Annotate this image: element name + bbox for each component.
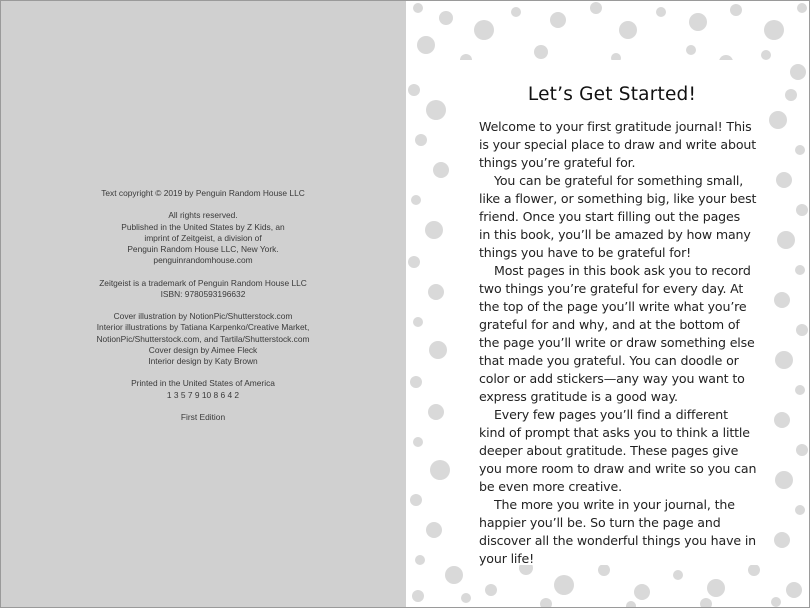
body-line: color or add stickers—any way you want to [479,371,745,386]
body-line: Welcome to your first gratitude journal! This [479,119,752,134]
body-line: discover all the wonderful things you have in [479,533,757,548]
copyright-line: Text copyright © 2019 by Penguin Random House LLC [101,188,305,198]
polka-dot [730,4,742,16]
copyright-line: Printed in the United States of America [131,378,275,389]
polka-dot [795,265,805,275]
polka-dot [540,598,552,608]
polka-dot [410,494,422,506]
body-line: is your special place to draw and write about [479,137,757,152]
body-line: The more you write in your journal, the [494,497,735,512]
polka-dot [776,172,792,188]
polka-dot [771,597,781,607]
copyright-line: 1 3 5 7 9 10 8 6 4 2 [166,389,240,400]
copyright-line: Interior design by Katy Brown [148,356,258,366]
copyright-line: First Edition [180,411,226,422]
body-line: be even more creative. [479,479,622,494]
polka-dot [417,36,435,54]
copyright-line: ISBN: 9780593196632 [160,288,246,299]
page-heading: Let’s Get Started! [527,84,697,105]
polka-dot [408,84,420,96]
body-line: you more room to draw and write so you can [479,461,757,476]
copyright-block [0,311,406,367]
body-line: Most pages in this book ask you to record [494,263,751,278]
polka-dot [415,555,425,565]
body-line: grateful for and why, and at the bottom of [479,317,740,332]
body-line: You can be grateful for something small, [494,173,744,188]
copyright-block [0,188,406,199]
body-line: Every few pages you’ll find a different [494,407,728,422]
polka-dot [428,404,444,420]
copyright-line: Zeitgeist is a trademark of Penguin Random House LLC [99,277,307,288]
polka-dot [774,532,790,548]
body-line: the page you’ll write or draw something else [479,335,755,350]
polka-dot [777,231,795,249]
polka-dot [425,221,443,239]
polka-dot [796,324,808,336]
body-line: like a flower, or something big, like your best [479,191,757,206]
polka-dot [474,20,494,40]
body-line: two things you’re grateful for every day. At [479,281,744,296]
polka-dot [700,598,712,608]
copyright-line: imprint of Zeitgeist, a division of [144,232,262,243]
body-line: happier you’ll be. So turn the page and [479,515,721,530]
polka-dot [795,145,805,155]
polka-dot [413,317,423,327]
copyright-text [0,188,406,434]
body-line: express gratitude is a good way. [479,389,678,404]
copyright-block [0,278,406,300]
copyright-block [0,412,406,423]
polka-dot [796,204,808,216]
polka-dot [707,579,725,597]
polka-dot [433,162,449,178]
polka-dot [439,11,453,25]
polka-dot [534,45,548,59]
polka-dot [626,601,636,608]
polka-dot [411,195,421,205]
copyright-line: NotionPic/Shutterstock.com, and Tartila/Shutterstock.com [96,333,310,344]
copyright-block [0,210,406,266]
polka-dot [634,584,650,600]
polka-dot [429,341,447,359]
polka-dot [410,376,422,388]
polka-dot [797,3,807,13]
body-line: deeper about gratitude. These pages give [479,443,739,458]
polka-dot [790,64,806,80]
copyright-line: Cover illustration by NotionPic/Shutterstock.com [113,311,293,322]
copyright-block [0,378,406,400]
polka-dot [413,437,423,447]
polka-dot [795,385,805,395]
copyright-line: Cover design by Aimee Fleck [148,344,258,355]
polka-dot [590,2,602,14]
body-line: in this book, you’ll be amazed by how many [479,227,751,242]
polka-dot [408,256,420,268]
copyright-line: Penguin Random House LLC, New York. [127,244,279,254]
polka-dot [774,292,790,308]
body-line: that made you grateful. You can doodle or [479,353,739,368]
polka-dot [550,12,566,28]
polka-dot [426,522,442,538]
copyright-line: penguinrandomhouse.com [153,255,253,266]
polka-dot [619,21,637,39]
intro-body [479,118,769,568]
polka-dot [415,134,427,146]
polka-dot [413,3,423,13]
polka-dot [761,50,771,60]
copyright-line: All rights reserved. [168,210,238,221]
polka-dot [428,284,444,300]
body-line: kind of prompt that asks you to think a little [479,425,750,440]
copyright-line: Interior illustrations by Tatiana Karpenko/Creative Market, [96,322,310,333]
polka-dot [485,584,497,596]
polka-dot [786,582,802,598]
body-line: your life! [479,551,535,566]
polka-dot [795,505,805,515]
polka-dot [461,593,471,603]
polka-dot [769,111,787,129]
polka-dot [686,45,696,55]
body-line: things you’re grateful for. [479,155,636,170]
polka-dot [673,570,683,580]
polka-dot [430,460,450,480]
polka-dot [796,444,808,456]
body-line: friend. Once you start filling out the pages [479,209,741,224]
polka-dot [764,20,784,40]
polka-dot [774,412,790,428]
body-line: the top of the page you’ll write what you’re [479,299,747,314]
copyright-line: Published in the United States by Z Kids, an [121,221,285,232]
polka-dot [511,7,521,17]
polka-dot [775,471,793,489]
polka-dot [785,89,797,101]
polka-dot [656,7,666,17]
polka-dot [426,100,446,120]
polka-dot [554,575,574,595]
polka-dot [412,590,424,602]
polka-dot [445,566,463,584]
polka-dot [689,13,707,31]
body-line: things you have to be grateful for! [479,245,692,260]
polka-dot [775,351,793,369]
